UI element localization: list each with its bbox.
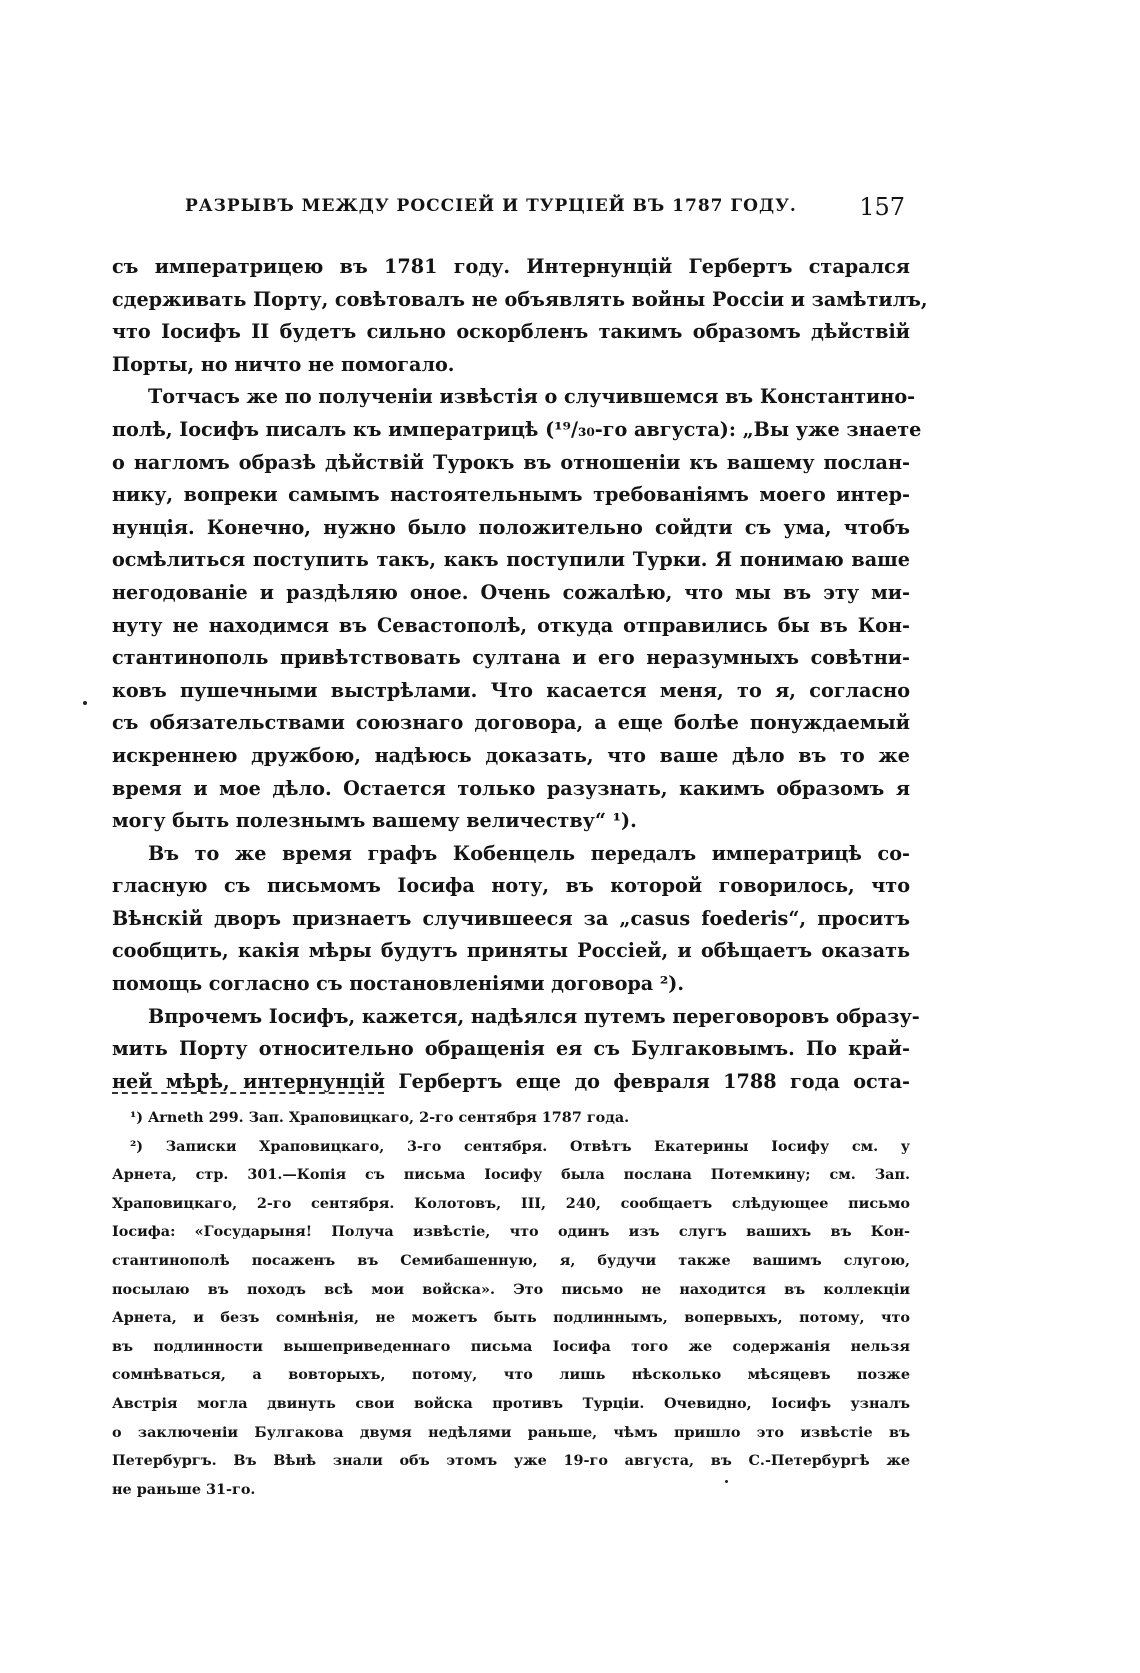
footnote-line: о заключеніи Булгакова двумя недѣлями раньше, чѣмъ пришло это извѣстіе въ <box>112 1423 910 1441</box>
text-line: нуту не находимся въ Севастополѣ, откуда отправились бы въ Кон- <box>112 613 910 637</box>
text-line: стантинополь привѣтствовать султана и его неразумныхъ совѣтни- <box>112 646 910 670</box>
text-line: Порты, но ничто не помогало. <box>112 352 455 376</box>
text-line: Въ то же время графъ Кобенцель передалъ императрицѣ со- <box>148 841 910 865</box>
text-line: гласную съ письмомъ Іосифа ноту, въ которой говорилось, что <box>112 874 910 898</box>
footnote-line: Храповицкаго, 2-го сентября. Колотовъ, III, 240, сообщаетъ слѣдующее письмо <box>112 1194 910 1212</box>
text-line: осмѣлиться поступить такъ, какъ поступили Турки. Я понимаю ваше <box>112 548 910 572</box>
footnote-line: посылаю въ походъ всѣ мои войска». Это письмо не находится въ коллекціи <box>112 1280 910 1298</box>
paragraph <box>112 381 922 837</box>
footnote-line: Іосифа: «Государыня! Получа извѣстіе, что одинъ изъ слугъ вашихъ въ Кон- <box>112 1223 910 1241</box>
footnote-rule <box>112 1092 384 1094</box>
footnote-line: не раньше 31-го. <box>112 1480 256 1498</box>
text-line: мить Порту относительно обращенія ея съ Булгаковымъ. По край- <box>112 1037 910 1061</box>
text-line: ковъ пушечными выстрѣлами. Что касается меня, то я, согласно <box>112 678 910 702</box>
text-line: сообщить, какія мѣры будутъ приняты Россіей, и обѣщаетъ оказать <box>112 939 910 963</box>
text-line: негодованіе и раздѣляю оное. Очень сожалѣю, что мы въ эту ми- <box>112 580 910 604</box>
footnote-line: ²) Записки Храповицкаго, 3-го сентября. Отвѣтъ Екатерины Іосифу см. у <box>130 1137 910 1155</box>
footnote-line: Арнета, стр. 301.—Копія съ письма Іосифу была послана Потемкину; см. Зап. <box>112 1166 910 1184</box>
text-line: могу быть полезнымъ вашему величеству“ ¹). <box>112 809 637 833</box>
text-line: полѣ, Іосифъ писалъ къ императрицѣ (¹⁹/₃₀-го августа): „Вы уже знаете <box>112 417 922 441</box>
text-line: съ императрицею въ 1781 году. Интернунцій Гербертъ старался <box>112 255 910 278</box>
text-line: ней мѣрѣ, интернунцій Гербертъ еще до февраля 1788 года оста- <box>112 1069 910 1093</box>
running-head: РАЗРЫВЪ МЕЖДУ РОССІЕЙ И ТУРЦІЕЙ ВЪ 1787 ГОДУ. <box>185 196 797 216</box>
text-line: сдерживать Порту, совѣтовалъ не объявлять войны Россіи и замѣтилъ, <box>112 287 928 311</box>
main-text <box>112 251 928 1098</box>
footnote-line: ¹) Arneth 299. Зап. Храповицкаго, 2-го сентября 1787 года. <box>130 1109 630 1126</box>
text-line: время и мое дѣло. Остается только разузнать, какимъ образомъ я <box>112 776 910 800</box>
text-line: Тотчасъ же по полученіи извѣстія о случившемся въ Константино- <box>148 385 916 409</box>
footnote-2 <box>112 1133 910 1505</box>
page-header <box>185 193 905 226</box>
paragraph <box>112 251 928 381</box>
footnote-1 <box>130 1104 910 1133</box>
paragraph <box>112 838 910 1001</box>
paragraph <box>112 1001 920 1099</box>
footnote-line: Австрія могла двинуть свои войска противъ Турціи. Очевидно, Іосифъ узналъ <box>112 1394 910 1412</box>
text-line: съ обязательствами союзнаго договора, а еще болѣе понуждаемый <box>112 711 910 735</box>
text-line: Вѣнскій дворъ признаетъ случившееся за „casus foederis“, проситъ <box>112 906 910 930</box>
scan-speck <box>725 1480 728 1483</box>
scan-speck <box>83 701 87 705</box>
page-number: 157 <box>859 193 905 221</box>
footnote-line: сомнѣваться, а вовторыхъ, потому, что лишь нѣсколько мѣсяцевъ позже <box>112 1366 910 1384</box>
text-line: нику, вопреки самымъ настоятельнымъ требованіямъ моего интер- <box>112 483 910 507</box>
text-line: что Іосифъ II будетъ сильно оскорбленъ такимъ образомъ дѣйствій <box>112 320 910 344</box>
text-line: искреннею дружбою, надѣюсь доказать, что ваше дѣло въ то же <box>112 743 910 767</box>
footnote-line: Арнета, и безъ сомнѣнія, не можетъ быть подлиннымъ, вопервыхъ, потому, что <box>112 1309 910 1327</box>
footnote-line: въ подлинности вышеприведеннаго письма Іосифа того же содержанія нельзя <box>112 1337 910 1355</box>
text-line: Впрочемъ Іосифъ, кажется, надѣялся путемъ переговоровъ образу- <box>148 1004 920 1028</box>
text-line: нунція. Конечно, нужно было положительно сойдти съ ума, чтобъ <box>112 515 910 539</box>
text-line: о нагломъ образѣ дѣйствій Турокъ въ отношеніи къ вашему послан- <box>112 450 910 474</box>
footnote-line: Петербургъ. Въ Вѣнѣ знали объ этомъ уже 19-го августа, въ С.-Петербургѣ же <box>112 1452 910 1470</box>
footnotes <box>112 1104 910 1504</box>
footnote-line: стантинополѣ посаженъ въ Семибашенную, я, будучи также вашимъ слугою, <box>112 1251 910 1269</box>
text-line: помощь согласно съ постановленіями договора ²). <box>112 972 685 996</box>
